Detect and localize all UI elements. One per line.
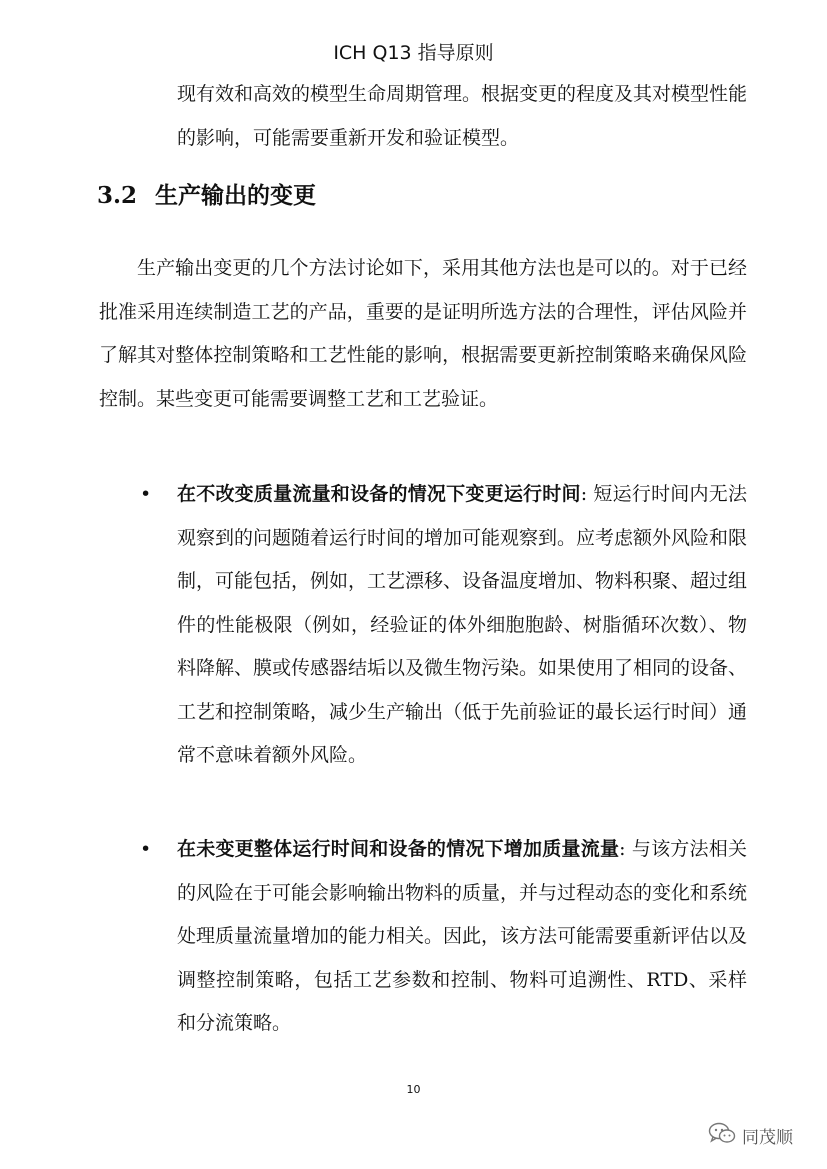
page-header: ICH Q13 指导原则 [333,42,494,64]
bullet-title: 在未变更整体运行时间和设备的情况下增加质量流量 [177,838,620,860]
bullet-title: 在不改变质量流量和设备的情况下变更运行时间 [177,483,581,505]
bullet-description: 短运行时间内无法观察到的问题随着运行时间的增加可能观察到。应考虑额外风险和限制，可能包括，例如，工艺漂移、设备温度增加、物料积聚、超过组件的性能极限（例如，经验证的体外细胞胞龄、树脂循环次数）、物料降解、膜或传感器结垢以及微生物污染。如果使用了相同的设备、工艺和控制策略，减少生产输出（低于先前验证的最长运行时间）通常不意味着额外风险。 [177,483,748,766]
bullet-dot: • [140,838,152,860]
wechat-icon [708,1122,736,1149]
page-number: 10 [406,1083,421,1096]
bullet-description: 与该方法相关的风险在于可能会影响输出物料的质量，并与过程动态的变化和系统处理质量流量增加的能力相关。因此，该方法可能需要重新评估以及调整控制策略，包括工艺参数和控制、物料可追溯性、RTD、采样和分流策略。 [177,838,748,1034]
section-title: 生产输出的变更 [155,182,317,209]
continuation-paragraph: 现有效和高效的模型生命周期管理。根据变更的程度及其对模型性能的影响，可能需要重新开发和验证模型。 [177,83,748,149]
bullet-separator: : [619,838,632,860]
bullet-separator: : [580,483,594,505]
section-heading [97,177,316,210]
watermark [708,1122,793,1149]
watermark-text: 同茂顺 [742,1128,793,1148]
section-number: 3.2 [97,182,138,209]
bullet-text [177,473,747,778]
bullet-dot: • [140,483,152,505]
section-body-paragraph: 生产输出变更的几个方法讨论如下，采用其他方法也是可以的。对于已经批准采用连续制造工艺的产品，重要的是证明所选方法的合理性，评估风险并了解其对整体控制策略和工艺性能的影响，根据需要更新控制策略来确保风险控制。某些变更可能需要调整工艺和工艺验证。 [99,257,747,410]
bullet-text [177,828,747,1046]
